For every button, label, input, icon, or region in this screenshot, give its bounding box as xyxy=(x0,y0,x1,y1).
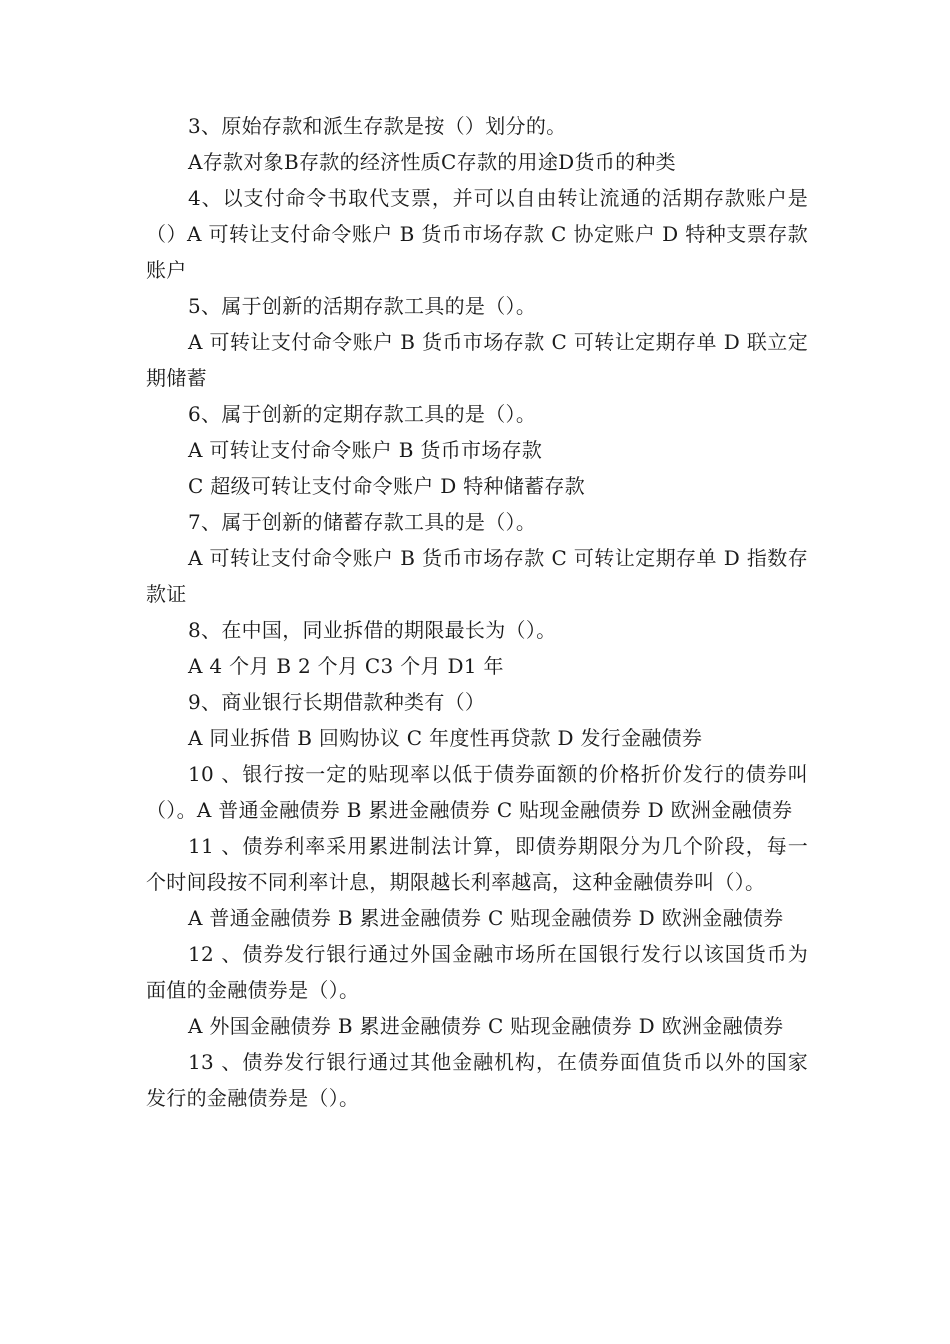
question-5: 5、属于创新的活期存款工具的是（）。 xyxy=(188,294,537,318)
question-9: 9、商业银行长期借款种类有（） xyxy=(188,690,486,714)
question-6-options-ab: A 可转让支付命令账户 B 货币市场存款 xyxy=(188,438,543,462)
question-12-options: A 外国金融债券 B 累进金融债券 C 贴现金融债券 D 欧洲金融债券 xyxy=(188,1014,784,1038)
question-4: 4、以支付命令书取代支票，并可以自由转让流通的活期存款账户是（）A 可转让支付命令账户 B 货币市场存款 C 协定账户 D 特种支票存款账户 xyxy=(146,186,808,282)
question-11-options: A 普通金融债券 B 累进金融债券 C 贴现金融债券 D 欧洲金融债券 xyxy=(188,906,784,930)
question-11: 11 、债券利率采用累进制法计算，即债券期限分为几个阶段，每一个时间段按不同利率计息，期限越长利率越高，这种金融债券叫（）。 xyxy=(146,834,808,894)
question-8-options: A 4 个月 B 2 个月 C3 个月 D1 年 xyxy=(188,654,504,678)
question-13: 13 、债券发行银行通过其他金融机构，在债券面值货币以外的国家发行的金融债券是（）。 xyxy=(146,1050,808,1110)
question-9-options: A 同业拆借 B 回购协议 C 年度性再贷款 D 发行金融债券 xyxy=(188,726,703,750)
question-6-options-cd: C 超级可转让支付命令账户 D 特种储蓄存款 xyxy=(188,474,586,498)
question-3: 3、原始存款和派生存款是按（）划分的。 xyxy=(188,114,567,138)
question-3-options: A存款对象B存款的经济性质C存款的用途D货币的种类 xyxy=(188,150,676,174)
question-5-options: A 可转让支付命令账户 B 货币市场存款 C 可转让定期存单 D 联立定期储蓄 xyxy=(146,330,808,390)
document-body xyxy=(146,108,808,1116)
question-10: 10 、银行按一定的贴现率以低于债券面额的价格折价发行的债券叫（）。A 普通金融债券 B 累进金融债券 C 贴现金融债券 D 欧洲金融债券 xyxy=(146,762,808,822)
question-7-options: A 可转让支付命令账户 B 货币市场存款 C 可转让定期存单 D 指数存款证 xyxy=(146,546,808,606)
question-8: 8、在中国，同业拆借的期限最长为（）。 xyxy=(188,618,557,642)
question-12: 12 、债券发行银行通过外国金融市场所在国银行发行以该国货币为面值的金融债券是（）。 xyxy=(146,942,808,1002)
question-7: 7、属于创新的储蓄存款工具的是（）。 xyxy=(188,510,537,534)
question-6: 6、属于创新的定期存款工具的是（）。 xyxy=(188,402,537,426)
